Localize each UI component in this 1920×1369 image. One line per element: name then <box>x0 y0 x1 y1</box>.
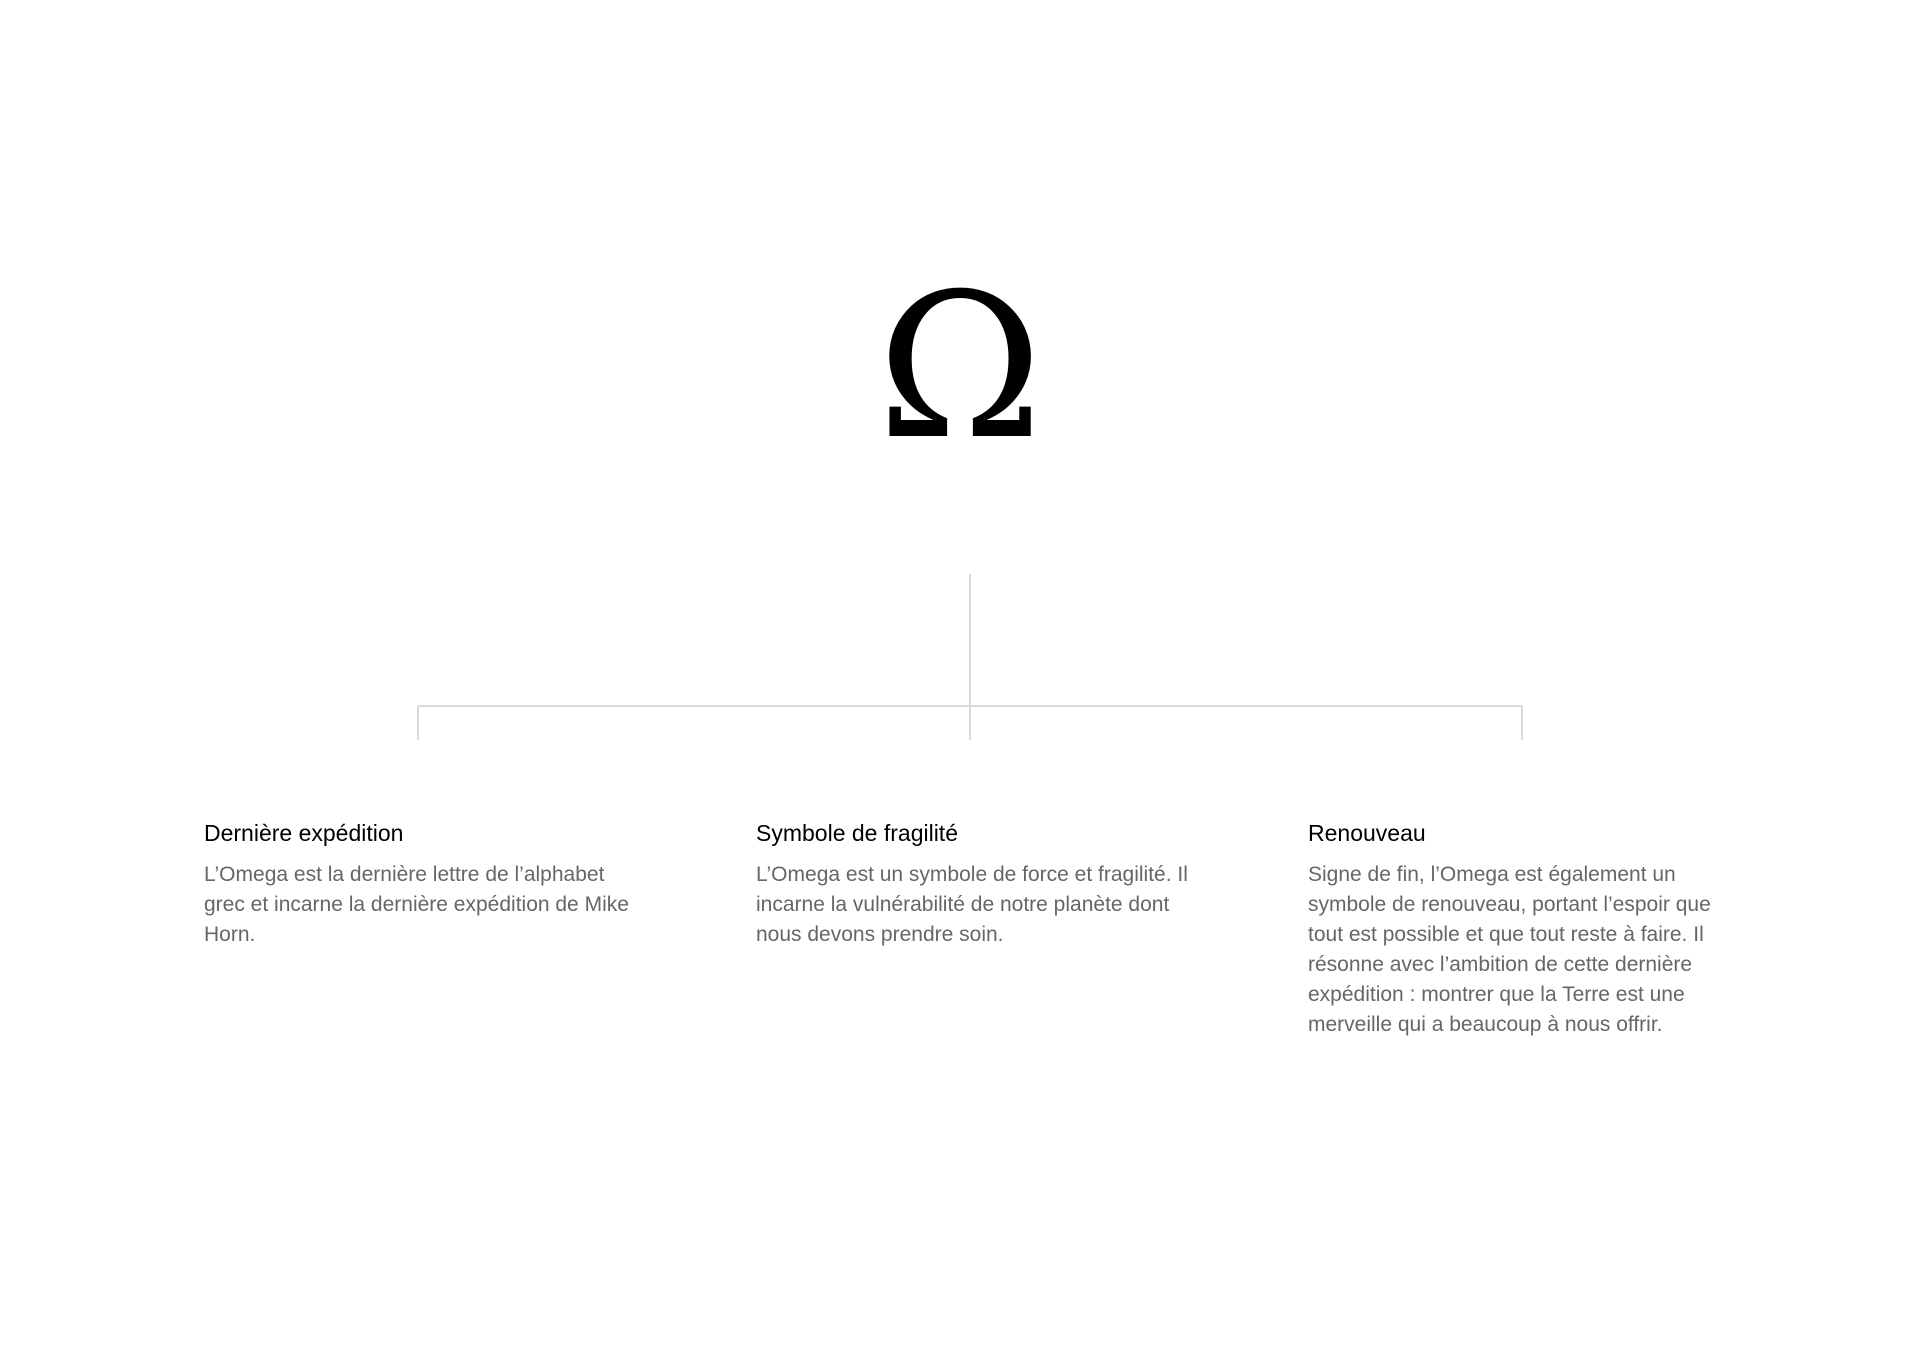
column-title: Renouveau <box>1308 820 1426 846</box>
omega-symbol: Ω <box>877 251 1043 484</box>
column-title: Symbole de fragilité <box>756 820 958 846</box>
column-body: Signe de fin, l’Omega est également un symbole de renouveau, portant l’espoir que tout est possible et que tout reste à faire. Il résonne avec l’ambition de cette dernière expédition : montrer que la Terre est une merveille qui a beaucoup à nous offrir. <box>1308 863 1711 1036</box>
column-derniere-expedition <box>204 818 644 950</box>
column-title: Dernière expédition <box>204 820 404 846</box>
column-body: L’Omega est la dernière lettre de l’alphabet grec et incarne la dernière expédition de Mike Horn. <box>204 863 629 946</box>
column-body: L’Omega est un symbole de force et fragilité. Il incarne la vulnérabilité de notre planète dont nous devons prendre soin. <box>756 863 1188 946</box>
column-symbole-de-fragilite <box>756 818 1196 950</box>
column-renouveau <box>1308 818 1748 1040</box>
